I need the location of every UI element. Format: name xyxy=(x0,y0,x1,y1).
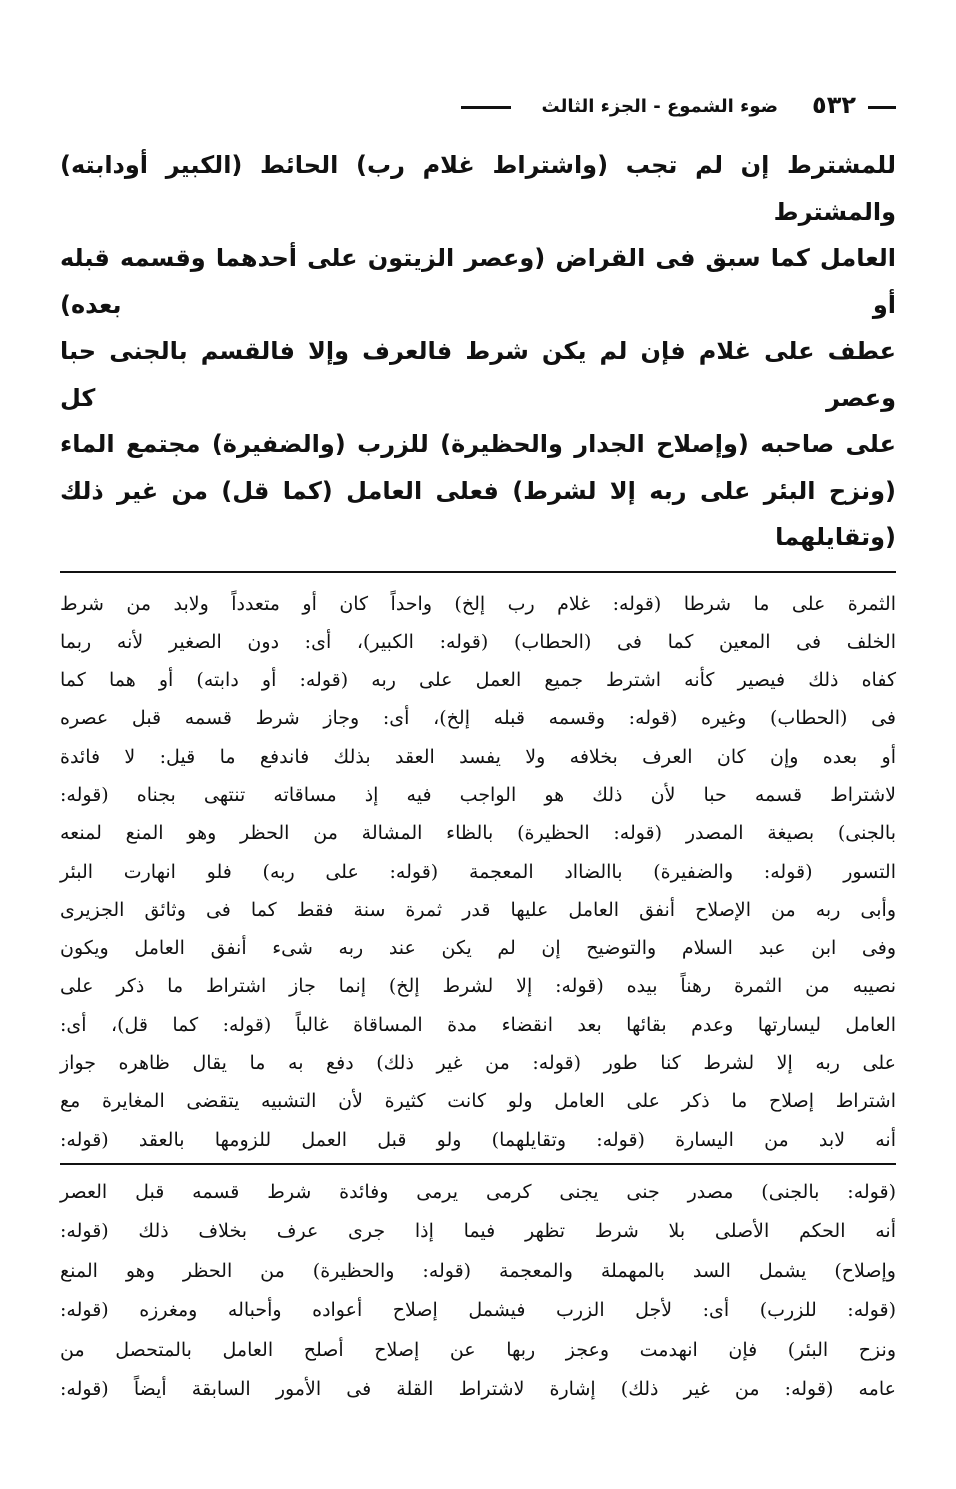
commentary-line: بالجنى) بصيغة المصدر (قوله: الحظيرة) بالظاء المشالة من الحظر وهو المنع لمنعه xyxy=(60,822,896,845)
commentary-line: نصيبه من الثمرة رهناً بيده (قوله: إلا لشرط إلخ) إنما جاز اشتراط ما ذكر على xyxy=(60,975,897,998)
main-text-line: على صاحبه (وإصلاح الجدار والحظيرة) للزرب (والضفيرة) مجتمع الماء xyxy=(60,430,896,458)
header-dash-right xyxy=(868,106,896,109)
commentary-line: اشتراط إصلاح ما ذكر على العامل ولو كانت كثيرة لأن التشبيه يتقضى المغايرة مع xyxy=(60,1090,896,1113)
commentary-line: أنه لابد من اليسارة (قوله: وتقايلهما) ولو قبل العمل للزومها بالعقد (قوله: xyxy=(60,1128,896,1151)
main-text-line: (ونزح البئر على ربه إلا لشرط) فعلى العامل (كما قل) من غير ذلك (وتقايلهما xyxy=(60,476,896,551)
separator-rule-2 xyxy=(60,1163,896,1165)
commentary-line: وأبى ربه من الإصلاح أنفق العامل عليها قدر ثمرة سنة فقط كما فى وثائق الجزيرى xyxy=(60,898,896,921)
footnote-line: أنه الحكم الأصلى بلا شرط تظهر فيما إذا جرى عرف بخلاف ذلك (قوله: xyxy=(60,1220,896,1243)
footnote-text xyxy=(60,1173,896,1410)
commentary-line: الخلف فى المعين كما فى (الحطاب) (قوله: الكبير)، أى: دون الصغير لأنه ربما xyxy=(60,630,896,653)
header-dash-left xyxy=(461,106,511,109)
footnote-line: ونزح البئر) فإن انهدمت وعجز ربها عن إصلاح أصلح العامل بالمتحصل من xyxy=(60,1338,896,1361)
commentary-line: لاشتراط قسمه حبا لأن ذلك هو الواجب فيه إذ مساقاته تنتهى بجناه (قوله: xyxy=(60,783,896,806)
commentary-line: العامل ليسارتها وعدم بقائها بعد انقضاء مدة المساقاة غالباً (قوله: كما قل)، أى: xyxy=(60,1013,896,1036)
footnote-line: (قوله: للزرب) أى: لأجل الزرب فيشمل إصلاح أعواده وأحباله ومغرزه (قوله: xyxy=(60,1299,896,1322)
main-text-line: العامل كما سبق فى القراض (وعصر الزيتون على أحدهما وقسمه قبله أو بعده) xyxy=(60,244,896,319)
separator-rule xyxy=(60,571,896,573)
main-text-line: للمشترط إن لم تجب (واشتراط غلام رب) الحائط (الكبير أودابته) والمشترط xyxy=(60,151,896,226)
running-header xyxy=(60,88,896,128)
main-text-line: عطف على غلام فإن لم يكن شرط فالعرف وإلا فالقسم بالجنى حبا وعصر كل xyxy=(60,337,896,412)
footnote-line: وإصلاح) يشمل السد بالمهملة والمعجمة (قوله: والحظيرة) من الحظر وهو المنع xyxy=(60,1259,896,1282)
commentary-line: وفى ابن عبد السلام والتوضيح إن لم يكن عند ربه شىء أنفق العامل ويكون xyxy=(60,937,896,960)
page xyxy=(60,88,896,1410)
commentary-line: كفاه ذلك فيصير كأنه اشترط جميع العمل على ربه (قوله: أو دابته) أو هما كما xyxy=(60,669,896,692)
commentary-line: فى (الحطاب) وغيره (قوله: وقسمه قبله إلخ)، أى: وجاز شرط قسمه قبل عصره xyxy=(60,707,896,730)
commentary-line: على ربه إلا لشرط كنا طور (قوله: من غير ذلك) دفع به ما يقال ظاهره جواز xyxy=(60,1052,896,1075)
commentary-line: أو بعده وإن كان العرف بخلافه ولا يفسد العقد بذلك فاندفع ما قيل: لا فائدة xyxy=(60,745,896,768)
footnote-line: (قوله: بالجنى) مصدر جنى يجنى كرمى يرمى وفائدة شرط قسمه قبل العصر xyxy=(60,1180,896,1203)
commentary-text xyxy=(60,585,896,1159)
page-number: ٥٣٢ xyxy=(812,91,856,119)
footnote-line: عامه (قوله: من غير ذلك) إشارة لاشتراط القلة فى الأمور السابقة أيضاً (قوله: xyxy=(60,1378,896,1401)
commentary-line: الثمرة على ما شرطا (قوله: غلام رب إلخ) واحداً كان أو متعدداً ولابد من شرط xyxy=(60,592,896,615)
commentary-line: التسور (قوله: والضفيرة) باالضااد المعجمة (قوله: على ربه) فلو انهارت البئر xyxy=(60,860,896,883)
main-text xyxy=(60,142,896,561)
book-title: ضوء الشموع - الجزء الثالث xyxy=(541,96,778,117)
